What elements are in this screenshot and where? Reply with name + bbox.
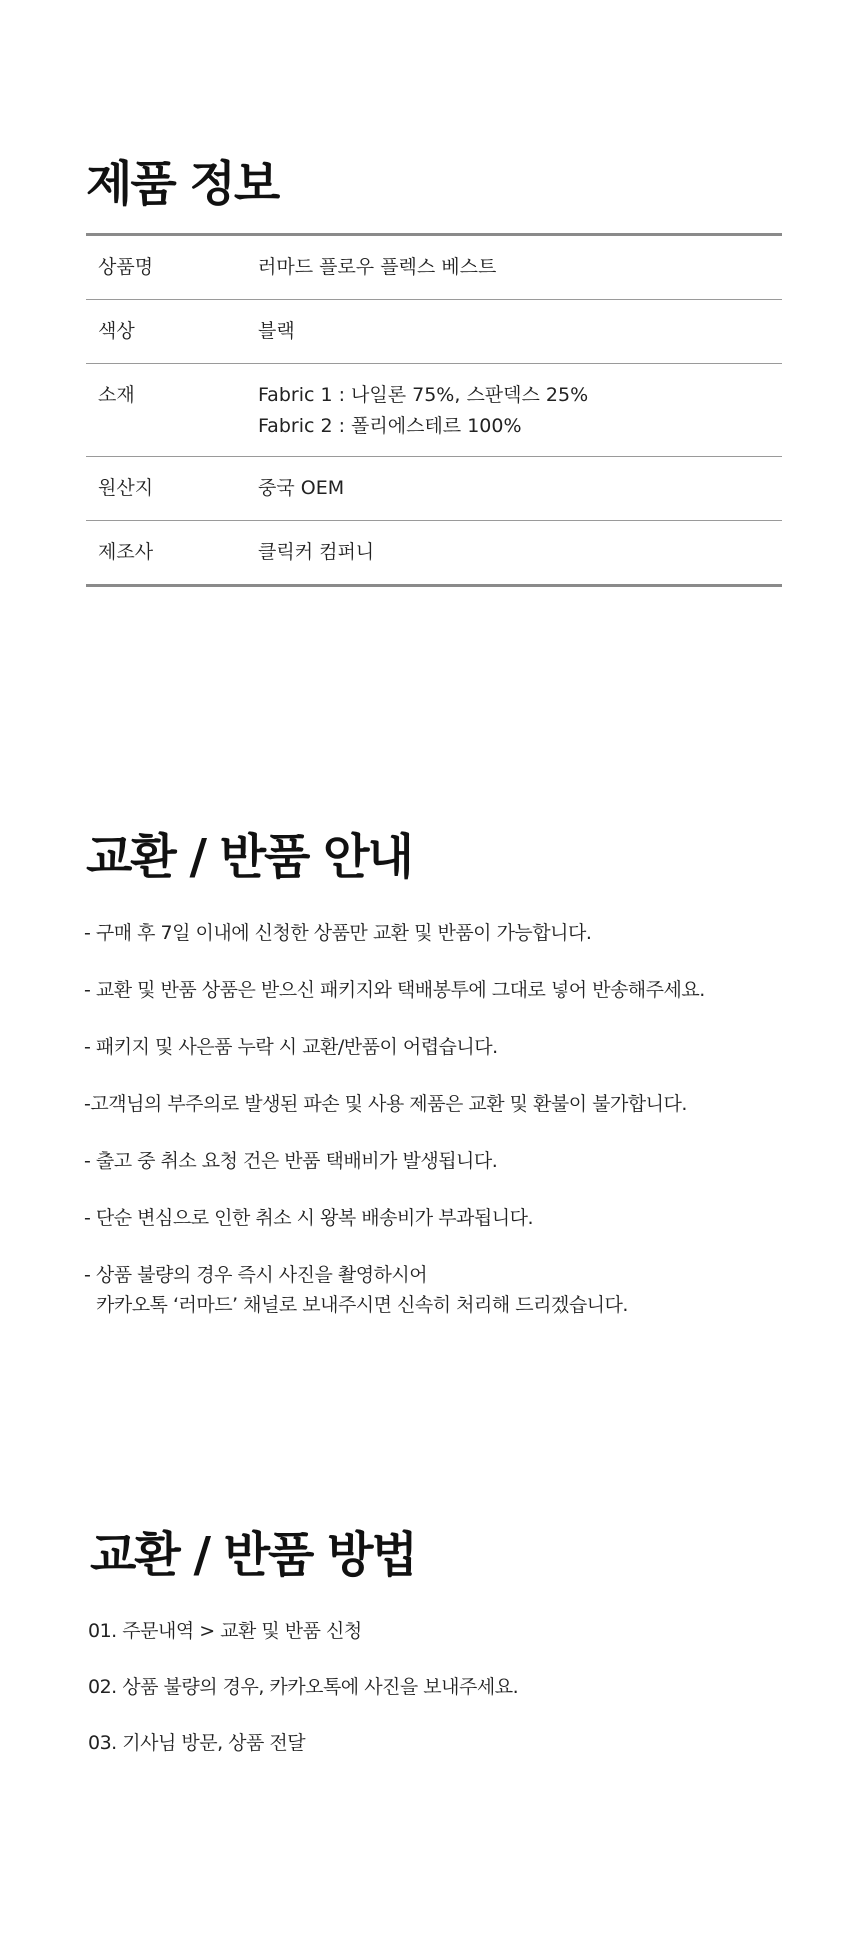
- exchange-guide-list: [84, 918, 705, 1324]
- row-label: 상품명: [98, 256, 154, 278]
- table-row: [86, 456, 782, 520]
- row-value: 중국 OEM: [258, 477, 345, 499]
- row-label: 원산지: [98, 477, 154, 499]
- list-item: - 교환 및 반품 상품은 받으신 패키지와 택배봉투에 그대로 넣어 반송해주세요.: [84, 979, 705, 1001]
- product-info-title: 제품 정보: [86, 156, 279, 212]
- list-item: - 출고 중 취소 요청 건은 반품 택배비가 발생됩니다.: [84, 1150, 498, 1172]
- list-item-line: 카카오톡 ‘러마드’ 채널로 보내주시면 신속히 처리해 드리겠습니다.: [96, 1294, 628, 1316]
- exchange-guide-title: 교환 / 반품 안내: [86, 829, 412, 885]
- row-label: 제조사: [98, 541, 154, 563]
- material-line: Fabric 1 : 나일론 75%, 스판덱스 25%: [258, 384, 589, 406]
- list-item: - 패키지 및 사은품 누락 시 교환/반품이 어렵습니다.: [84, 1036, 498, 1058]
- exchange-method-list: [88, 1616, 518, 1784]
- table-row: [86, 520, 782, 584]
- list-item: - 구매 후 7일 이내에 신청한 상품만 교환 및 반품이 가능합니다.: [84, 922, 592, 944]
- row-label: 소재: [98, 384, 135, 406]
- list-item: -고객님의 부주의로 발생된 파손 및 사용 제품은 교환 및 환불이 불가합니다.: [84, 1093, 687, 1115]
- row-value: [258, 380, 782, 456]
- list-item: [84, 1260, 705, 1324]
- step-item: 01. 주문내역 > 교환 및 반품 신청: [88, 1620, 362, 1642]
- row-value: 러마드 플로우 플렉스 베스트: [258, 256, 497, 278]
- step-item: 03. 기사님 방문, 상품 전달: [88, 1732, 306, 1754]
- row-value: 클릭커 컴퍼니: [258, 541, 375, 563]
- material-line: Fabric 2 : 폴리에스테르 100%: [258, 415, 522, 437]
- step-item: 02. 상품 불량의 경우, 카카오톡에 사진을 보내주세요.: [88, 1676, 519, 1698]
- list-item: - 단순 변심으로 인한 취소 시 왕복 배송비가 부과됩니다.: [84, 1207, 534, 1229]
- table-row: [86, 236, 782, 299]
- product-info-table: [86, 233, 782, 587]
- row-value: 블랙: [258, 320, 295, 342]
- exchange-method-title: 교환 / 반품 방법: [90, 1527, 416, 1583]
- list-item-line: - 상품 불량의 경우 즉시 사진을 촬영하시어: [84, 1264, 428, 1286]
- table-row: [86, 363, 782, 456]
- table-row: [86, 299, 782, 363]
- row-label: 색상: [98, 320, 135, 342]
